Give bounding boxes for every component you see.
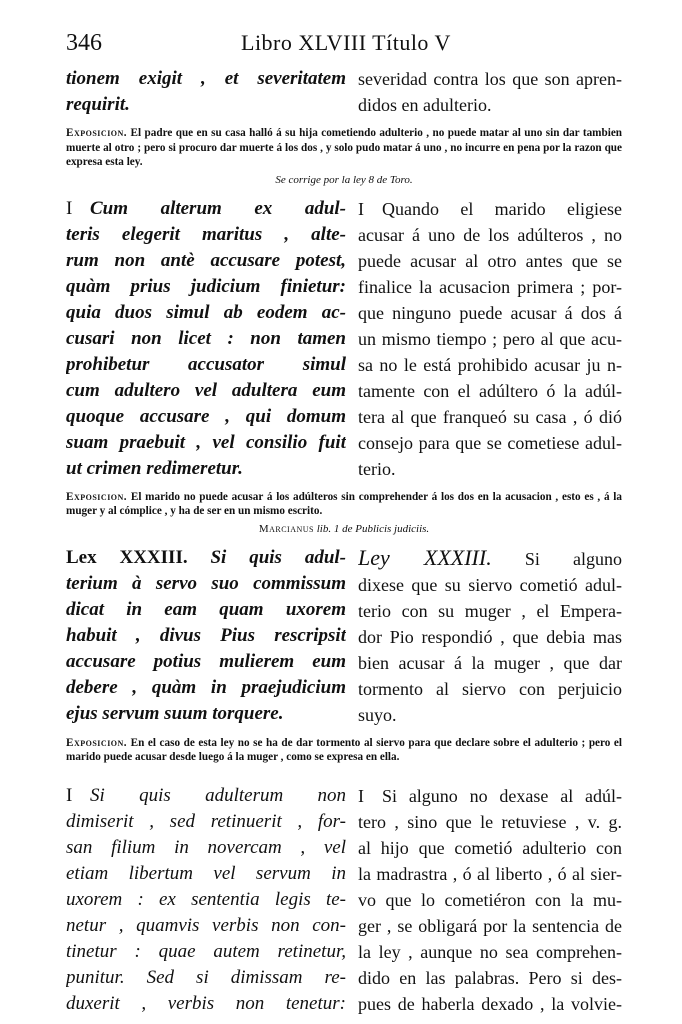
spanish-line: Ley XXXIII. Si alguno (358, 544, 622, 570)
latin-line: habuit , divus Pius rescripsit (66, 624, 346, 646)
section-number: I (66, 784, 73, 806)
spanish-line: ger , se obligará por la sentencia de (358, 915, 622, 936)
spanish-line: suyo. (358, 704, 397, 725)
section-number: I (66, 197, 73, 219)
latin-line: cusari non licet : non tamen (66, 327, 346, 349)
latin-line: etiam libertum vel servum in (66, 862, 346, 884)
exposicion-lead: Exposicion. (66, 490, 128, 503)
ley-label: Ley XXXIII. (358, 544, 492, 570)
section-number: I (358, 785, 364, 806)
spanish-line: dor Pio respondió , que debia mas (358, 626, 622, 647)
spanish-line: terio. (358, 458, 396, 479)
spanish-line: I Si alguno no dexase al adúl- (358, 783, 622, 809)
spanish-line: al hijo que cometió adulterio con (358, 837, 622, 858)
spanish-line: tamente con el adúltero ó la adúl- (358, 380, 622, 401)
latin-line: dimiserit , sed retinuerit , for- (66, 810, 346, 832)
latin-line: debere , quàm in praejudicium (66, 676, 346, 698)
latin-line: terium à servo suo commissum (66, 572, 346, 594)
spanish-line: didos en adulterio. (358, 95, 492, 115)
spanish-line: puede acusar al otro antes que se (358, 250, 622, 271)
exposicion-lead: Exposicion. (66, 736, 128, 749)
page-number: 346 (66, 30, 102, 56)
latin-line: san filium in novercam , vel (66, 836, 346, 858)
latin-line: accusare potius mulierem eum (66, 650, 346, 672)
top-continuation (66, 66, 622, 118)
latin-line: requirit. (66, 94, 130, 115)
spanish-line: que ninguno puede acusar á dos á (358, 302, 622, 323)
latin-line: cum adultero vel adultera eum (66, 379, 346, 401)
correction-note: Se corrige por la ley 8 de Toro. (275, 173, 413, 186)
latin-line: I Cum alterum ex adul- (66, 196, 346, 222)
latin-line: Lex XXXIII. Si quis adul- (66, 546, 346, 568)
spanish-line: acusar á uno de los adúlteros , no (358, 224, 622, 245)
latin-line: punitur. Sed si dimissam re- (66, 966, 346, 988)
spanish-line: un mismo tiempo ; pero al que acu- (358, 328, 622, 349)
exposicion-lead: Exposicion. (66, 127, 128, 139)
section-1 (66, 196, 622, 482)
latin-line: quàm prius judicium finietur: (66, 275, 346, 297)
exposicion-text: El marido no puede acusar á los adúlteros sin comprehender á los dos en la acusacion , esto es , á la muger y al cómplice , y ha de ser en un mismo escrito. (66, 490, 622, 517)
section-number: I (358, 198, 364, 219)
lex-label: Lex XXXIII. (66, 546, 188, 568)
latin-line: quoque accusare , qui domum (66, 405, 346, 427)
exposicion-text: El padre que en su casa halló á su hija cometiendo adulterio , no puede matar al uno sin dar tambien muerte al otro ; pero si procuro dar muerte á los dos , y solo pudo matar á uno , no incurre en pena por la razon que expresa esta ley. (66, 127, 623, 168)
spanish-line: dido en las palabras. Pero si des- (358, 967, 622, 988)
latin-column (66, 66, 346, 118)
spanish-line: la ley , aunque no sea comprehen- (358, 941, 622, 962)
spanish-line: consejo para que se cometiese adul- (358, 432, 622, 453)
exposicion-paragraph (66, 490, 622, 519)
spanish-line: terio con su muger , el Empera- (358, 600, 622, 621)
latin-line: uxorem : ex sententia legis te- (66, 888, 346, 910)
latin-line: tionem exigit , et severitatem (66, 68, 346, 89)
spanish-column (358, 196, 622, 482)
spanish-line: tormento al siervo con perjuicio (358, 678, 622, 699)
section-2 (66, 783, 622, 1017)
exposicion-paragraph (66, 126, 622, 170)
source-author: Marcianus (258, 522, 314, 535)
spanish-column (358, 545, 622, 728)
latin-line: quia duos simul ab eodem ac- (66, 301, 346, 323)
spanish-column (358, 66, 622, 118)
latin-line: teris elegerit maritus , alte- (66, 223, 346, 245)
spanish-line: sa no le está prohibido acusar ju n- (358, 354, 622, 375)
page-header (66, 30, 622, 66)
spacer (66, 765, 622, 783)
spanish-line: dixese que su siervo cometió adul- (358, 574, 622, 595)
latin-line: I Si quis adulterum non (66, 783, 346, 809)
spanish-line: pues de haberla dexado , la volvie- (358, 993, 622, 1014)
latin-column (66, 783, 346, 1017)
latin-line: netur , quamvis verbis non con- (66, 914, 346, 936)
running-title: Libro XLVIII Título V (241, 30, 451, 55)
latin-line: ejus servum suum torquere. (66, 702, 284, 724)
latin-line: rum non antè accusare potest, (66, 249, 346, 271)
spanish-line: tera al que franqueó su casa , ó dió (358, 406, 622, 427)
latin-line: dicat in eam quam uxorem (66, 598, 346, 620)
lex-xxxiii (66, 545, 622, 728)
spanish-line: la madrastra , ó al liberto , ó al sier- (358, 863, 622, 884)
source-text: lib. 1 de Publicis judiciis. (316, 522, 430, 535)
spanish-line: finalice la acusacion primera ; por- (358, 276, 622, 297)
latin-line: duxerit , verbis non tenetur: (66, 992, 346, 1014)
latin-line: suam praebuit , vel consilio fuit (66, 431, 346, 453)
latin-column (66, 545, 346, 728)
latin-column (66, 196, 346, 482)
spanish-line: severidad contra los que son apren- (358, 69, 622, 89)
latin-line: tinetur : quae autem retinetur, (66, 940, 346, 962)
latin-line: ut crimen redimeretur. (66, 457, 243, 479)
book-page (66, 30, 622, 1017)
source-note (66, 523, 622, 535)
spanish-line: I Quando el marido eligiese (358, 196, 622, 222)
exposicion-paragraph (66, 736, 622, 765)
spanish-line: tero , sino que le retuviese , v. g. (358, 811, 622, 832)
spanish-line: bien acusar á la muger , que dar (358, 652, 622, 673)
spanish-column (358, 783, 622, 1017)
exposicion-text: En el caso de esta ley no se ha de dar tormento al siervo para que declare sobre el adulterio ; pero el marido puede acusar desde luego á la muger , como se expresa en ella. (66, 736, 622, 763)
spanish-line: vo que lo cometiéron con la mu- (358, 889, 622, 910)
latin-line: prohibetur accusator simul (66, 353, 346, 375)
